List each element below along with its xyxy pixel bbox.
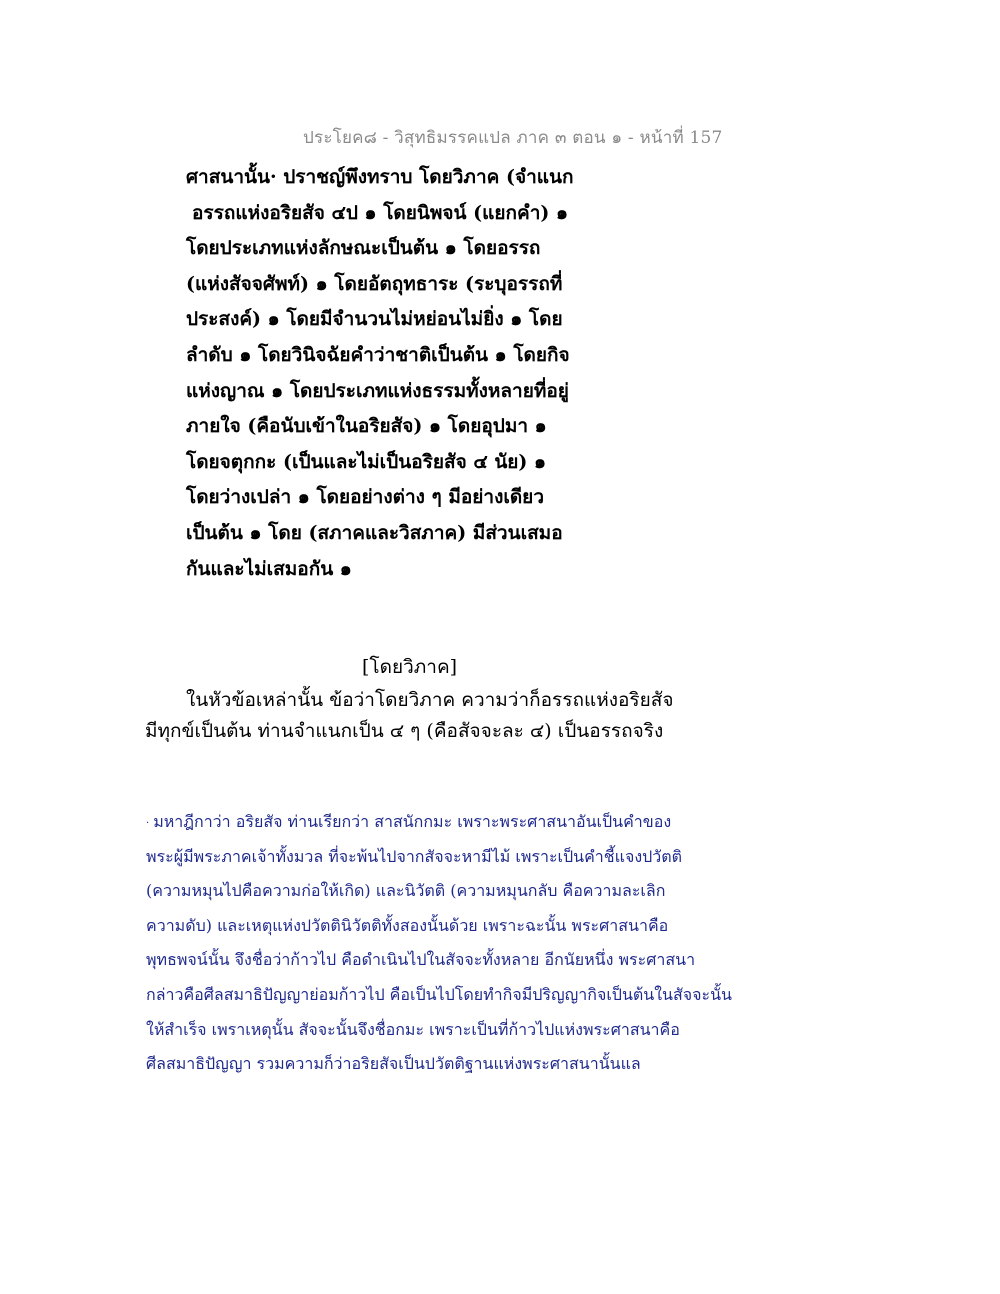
verse-line: ศาสนานั้น· ปราชญ์พึงทราบ โดยวิภาค (จำแนก: [186, 166, 574, 188]
verse-line: (แห่งสัจจศัพท์) ๑ โดยอัตถุทธาระ (ระบุอรรถที่: [186, 272, 563, 295]
body-line: ในหัวข้อเหล่านั้น ข้อว่าโดยวิภาค ความว่าก็อรรถแห่งอริยสัจ: [186, 689, 674, 711]
verse-line: กันและไม่เสมอกัน ๑: [186, 557, 352, 580]
footnote-line: ความดับ) และเหตุแห่งปวัตตินิวัตติทั้งสองนั้นด้วย เพราะฉะนั้น พระศาสนาคือ: [146, 915, 669, 935]
verse-line: ประสงค์) ๑ โดยมีจำนวนไม่หย่อนไม่ยิ่ง ๑ โดย: [186, 308, 563, 331]
footnote-line: ศีลสมาธิปัญญา รวมความก็ว่าอริยสัจเป็นปวัตติฐานแห่งพระศาสนานั้นแล: [146, 1054, 641, 1074]
verse-block: [186, 160, 606, 587]
verse-line: ภายใจ (คือนับเข้าในอริยสัจ) ๑ โดยอุปมา ๑: [186, 415, 547, 438]
verse-line: ลำดับ ๑ โดยวินิจฉัยคำว่าชาติเป็นต้น ๑ โดยกิจ: [186, 343, 570, 366]
verse-line: เป็นต้น ๑ โดย (สภาคและวิสภาค) มีส่วนเสมอ: [186, 521, 563, 544]
footnote-block: [146, 805, 926, 1082]
footnote-line: [146, 805, 926, 840]
running-head: ประโยค๘ - วิสุทธิมรรคแปล ภาค ๓ ตอน ๑ - หน้าที่ 157: [303, 128, 723, 148]
verse-line: โดยว่างเปล่า ๑ โดยอย่างต่าง ๆ มีอย่างเดียว: [186, 486, 544, 509]
footnote-line: พระผู้มีพระภาคเจ้าทั้งมวล ที่จะพ้นไปจากสัจจะหามีไม้ เพราะเป็นคำชี้แจงปวัตติ: [146, 846, 683, 866]
footnote-line: กล่าวคือศีลสมาธิปัญญาย่อมก้าวไป คือเป็นไปโดยทำกิจมีปริญญากิจเป็นต้นในสัจจะนั้น: [146, 984, 732, 1004]
verse-line: โดยจตุกกะ (เป็นและไม่เป็นอริยสัจ ๔ นัย) ๑: [186, 450, 547, 473]
footnote-marker: ·: [146, 818, 150, 829]
body-paragraph: [145, 685, 865, 747]
footnote-line: ให้สำเร็จ เพราเหตุนั้น สัจจะนั้นจึงชื่อกมะ เพราะเป็นที่ก้าวไปแห่งพระศาสนาคือ: [146, 1019, 680, 1039]
section-heading: [โดยวิภาค]: [362, 656, 458, 678]
verse-line: โดยประเภทแห่งลักษณะเป็นต้น ๑ โดยอรรถ: [186, 237, 541, 260]
footnote-text: มหาฎีกาว่า อริยสัจ ท่านเรียกว่า สาสนักกมะ เพราะพระศาสนาอันเป็นคำของ: [153, 812, 672, 831]
verse-line: อรรถแห่งอริยสัจ ๔ป ๑ โดยนิพจน์ (แยกคำ) ๑: [192, 201, 569, 224]
footnote-line: (ความหมุนไปคือความก่อให้เกิด) และนิวัตติ (ความหมุนกลับ คือความละเลิก: [146, 881, 666, 901]
body-line: มีทุกข์เป็นต้น ท่านจำแนกเป็น ๔ ๆ (คือสัจจะละ ๔) เป็นอรรถจริง: [145, 720, 664, 742]
footnote-line: พุทธพจน์นั้น จึงชื่อว่าก้าวไป คือดำเนินไปในสัจจะทั้งหลาย อีกนัยหนึ่ง พระศาสนา: [146, 950, 696, 970]
verse-line: แห่งญาณ ๑ โดยประเภทแห่งธรรมทั้งหลายที่อยู่: [186, 379, 569, 402]
